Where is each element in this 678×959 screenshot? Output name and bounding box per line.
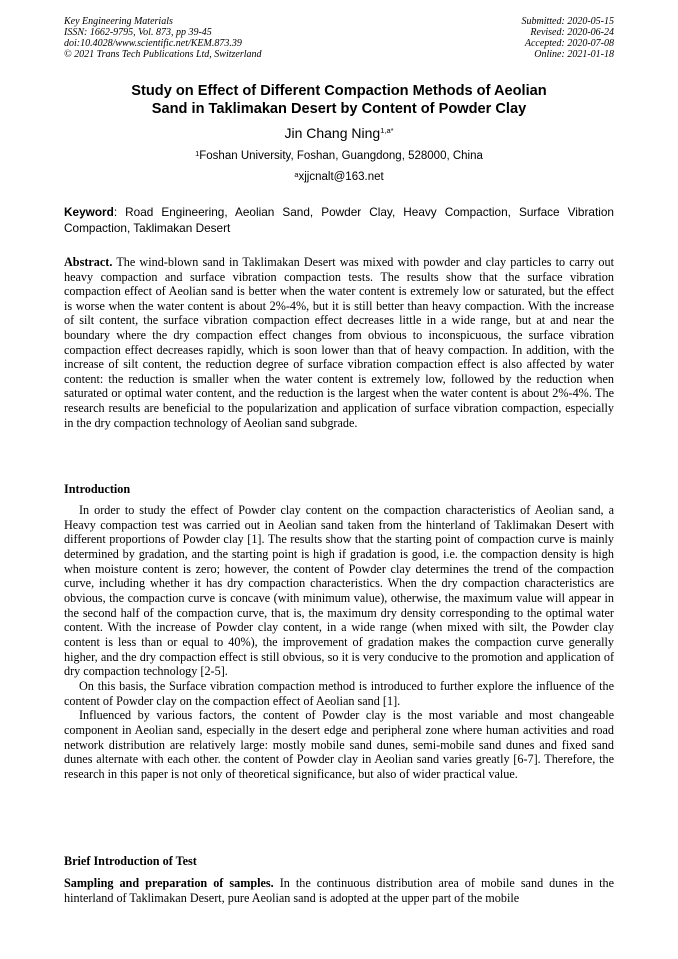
sampling-text: In the continuous distribution area of mobile sand dunes in the hinterland of Taklimakan Desert, pure Aeolian sand is adopted at the upper part of the mobile [64,876,614,905]
title-line-2: Sand in Taklimakan Desert by Content of Powder Clay [151,101,527,117]
date-revised: Revised: 2020-06-24 [530,27,614,38]
email-text: xjjcnalt@163.net [298,171,384,183]
keywords-label: Keyword [64,205,114,219]
journal-info [64,16,262,60]
test-section-heading: Brief Introduction of Test [64,854,197,868]
email-mark: a [294,170,299,179]
date-online: Online: 2021-01-18 [534,49,614,60]
affiliation [64,149,614,163]
author-email [64,170,614,184]
paper-title [64,82,614,118]
sampling-label: Sampling and preparation of samples. [64,876,274,890]
affiliation-mark: 1 [195,149,200,158]
abstract [64,255,614,430]
abstract-text: The wind-blown sand in Taklimakan Desert was mixed with powder and clay particles to carry out heavy compaction and surface vibration compaction tests. The results show that the surface vibration compaction effect of Aeolian sand is better when the water content is extremely low or saturated, but the effect is worse when the water content is about 2%-4%, but it is still better than heavy compaction. With the increase of silt content, the surface vibration compaction effect decreases little in a wide range, but at and near the boundary where the dry compaction effect changes from obvious to inconspicuous, the surface vibration compaction effect decreases rapidly, which is soon lower than that of heavy compaction. In addition, with the increase of silt content, the reduction degree of surface vibration compaction effect is also affected by water content: the reduction is smaller when the water content is extremely low, followed by the reduction when saturated or optimal water content, and the reduction is the largest when the water content is about 2%-4%. The research results are beneficial to the popularization and application of surface vibration compaction, especially in the dry compaction technology of Aeolian sand subgrade. [64,255,614,430]
date-submitted: Submitted: 2020-05-15 [521,16,614,27]
introduction-body [64,503,614,781]
journal-copyright: © 2021 Trans Tech Publications Ltd, Switzerland [64,49,262,60]
introduction-heading: Introduction [64,482,131,496]
title-line-1: Study on Effect of Different Compaction Methods of Aeolian [131,83,547,99]
intro-paragraph: On this basis, the Surface vibration compaction method is introduced to further explore the influence of the content of Powder clay on the compaction effect of Aeolian sand [1]. [64,678,614,708]
abstract-label: Abstract. [64,255,113,269]
date-accepted: Accepted: 2020-07-08 [524,38,614,49]
keywords [64,205,614,236]
journal-doi: doi:10.4028/www.scientific.net/KEM.873.39 [64,38,242,49]
submission-dates [522,16,615,60]
author-name: Jin Chang Ning [284,125,381,141]
intro-paragraph: In order to study the effect of Powder clay content on the compaction characteristics of Aeolian sand, a Heavy compaction test was carried out in Aeolian sand taken from the hinterland of Taklimakan Desert with different proportions of Powder clay [1]. The results show that the starting point of compaction curve is mainly determined by gradation, and the starting point is high if gradation is good, i.e. the compaction density is high when moisture content is zero; however, the content of Powder clay determines the trend of the compaction curve, including whether it has dry compaction characteristics. When the dry compaction characteristics are obvious, the compaction curve is concave (with minimum value), otherwise, the maximum value will appear in the second half of the compaction curve, that is, the maximum dry density corresponding to the optimal water content. With the increase of Powder clay content, in a wide range (when mixed with silt, the Powder clay content is less than or equal to 40%), the improvement of gradation makes the compaction curve generally higher, and the dry compaction effect is still obvious, so it is very conducive to the promotion and application of dry compaction technology [2-5]. [64,503,614,679]
author [64,124,614,142]
keywords-text: : Road Engineering, Aeolian Sand, Powder Clay, Heavy Compaction, Surface Vibration Compaction, Taklimakan Desert [64,205,614,235]
intro-paragraph: Influenced by various factors, the content of Powder clay is the most variable and most changeable component in Aeolian sand, especially in the desert edge and peripheral zone where human activities and road network distribution are relatively large: mostly mobile sand dunes, semi-mobile sand dunes and fixed sand dunes alternate with each other. the content of Powder clay in Aeolian sand varies greatly [6-7]. Therefore, the research in this paper is not only of theoretical significance, but also of wider practical value. [64,708,614,781]
journal-issn: ISSN: 1662-9795, Vol. 873, pp 39-45 [64,27,212,38]
journal-name: Key Engineering Materials [64,16,173,27]
sampling-paragraph [64,876,614,905]
author-affiliation-mark: 1,a* [380,126,394,135]
affiliation-text: Foshan University, Foshan, Guangdong, 528000, China [199,150,483,162]
